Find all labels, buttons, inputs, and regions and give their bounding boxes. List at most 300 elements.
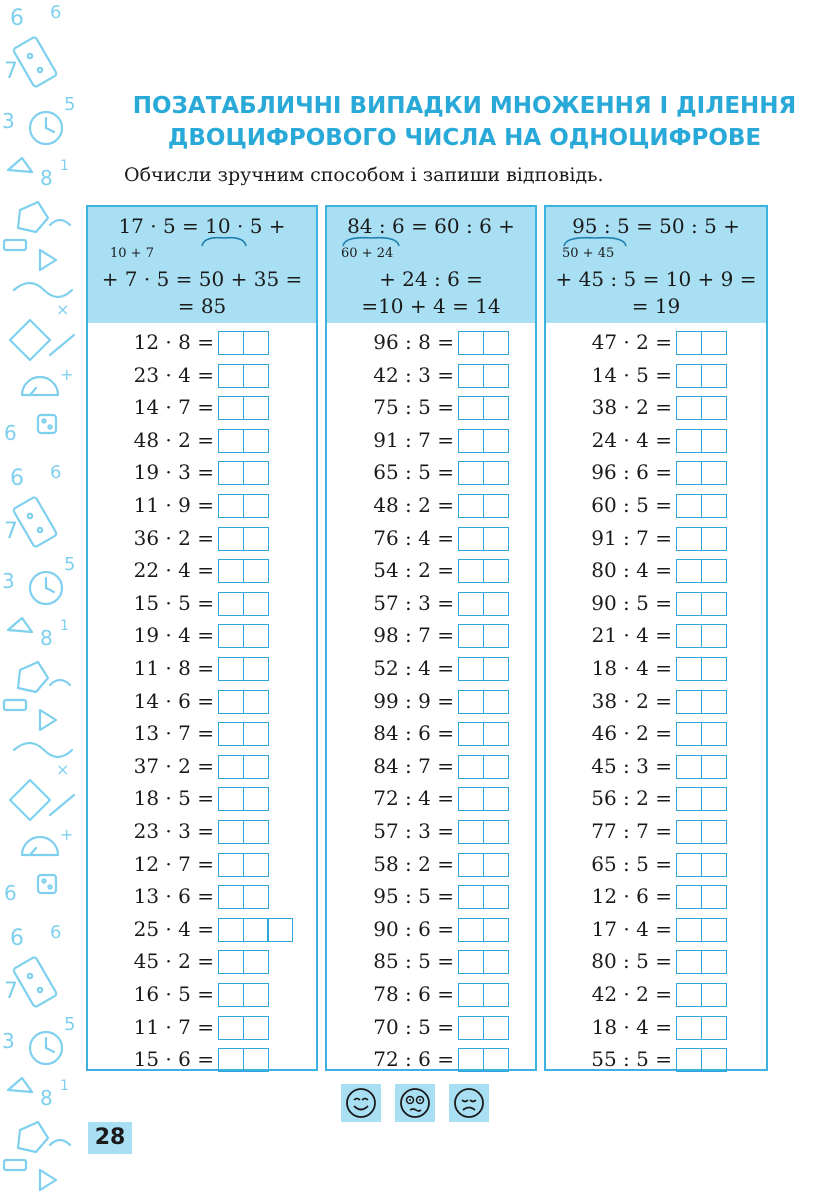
answer-digit-cell[interactable] xyxy=(243,690,269,714)
exercise-row xyxy=(327,981,535,1007)
answer-digit-cell[interactable] xyxy=(483,1048,509,1072)
exercise-expression: 12 · 7 = xyxy=(133,851,214,876)
answer-digit-cell[interactable] xyxy=(458,722,484,746)
answer-digit-cell[interactable] xyxy=(483,461,509,485)
answer-digit-cell[interactable] xyxy=(701,722,727,746)
exercise-expression: 16 · 5 = xyxy=(133,982,214,1006)
exercise-row xyxy=(88,785,316,811)
answer-boxes xyxy=(458,494,507,518)
answer-digit-cell[interactable] xyxy=(218,592,244,616)
answer-digit-cell[interactable] xyxy=(458,885,484,909)
answer-digit-cell[interactable] xyxy=(218,396,244,420)
answer-digit-cell[interactable] xyxy=(676,494,702,518)
exercise-expression: 18 · 4 = xyxy=(591,656,672,680)
answer-digit-cell[interactable] xyxy=(701,918,727,942)
answer-boxes xyxy=(458,1048,507,1072)
exercise-expression: 11 · 9 = xyxy=(133,493,214,517)
exercise-expression: 80 : 4 = xyxy=(591,558,672,583)
answer-digit-cell[interactable] xyxy=(483,885,509,909)
answer-digit-cell[interactable] xyxy=(676,722,702,746)
exercise-expression: 23 · 3 = xyxy=(133,819,214,843)
answer-digit-cell[interactable] xyxy=(483,1016,509,1040)
answer-digit-cell[interactable] xyxy=(676,364,702,388)
svg-text:8: 8 xyxy=(40,166,53,190)
example-line-3: = 19 xyxy=(631,294,681,318)
exercise-row xyxy=(88,688,316,714)
answer-boxes xyxy=(458,657,507,681)
answer-digit-cell[interactable] xyxy=(676,624,702,648)
exercise-row xyxy=(327,590,535,616)
answer-digit-cell[interactable] xyxy=(483,624,509,648)
exercise-expression: 91 : 7 = xyxy=(373,427,454,452)
answer-digit-cell[interactable] xyxy=(267,918,293,942)
answer-digit-cell[interactable] xyxy=(458,950,484,974)
answer-digit-cell[interactable] xyxy=(676,690,702,714)
exercise-expression: 90 : 6 = xyxy=(373,916,454,941)
answer-boxes xyxy=(676,559,725,583)
exercise-row xyxy=(88,329,316,355)
exercise-row xyxy=(546,981,766,1007)
exercise-expression: 25 · 4 = xyxy=(133,916,214,941)
exercise-expression: 75 : 5 = xyxy=(373,395,454,420)
answer-digit-cell[interactable] xyxy=(243,396,269,420)
answer-boxes xyxy=(458,918,507,942)
answer-digit-cell[interactable] xyxy=(458,331,484,355)
exercise-expression: 36 · 2 = xyxy=(133,525,214,550)
answer-boxes xyxy=(218,690,267,714)
exercise-row xyxy=(546,688,766,714)
svg-text:5: 5 xyxy=(64,94,76,115)
answer-boxes xyxy=(218,1048,267,1072)
answer-digit-cell[interactable] xyxy=(218,461,244,485)
exercise-expression: 15 · 5 = xyxy=(133,590,214,615)
answer-boxes xyxy=(676,885,725,909)
exercise-expression: 84 : 6 = xyxy=(373,721,454,746)
answer-digit-cell[interactable] xyxy=(243,1048,269,1072)
answer-boxes xyxy=(676,624,725,648)
exercise-row xyxy=(88,818,316,844)
answer-digit-cell[interactable] xyxy=(701,527,727,551)
answer-digit-cell[interactable] xyxy=(458,364,484,388)
answer-digit-cell[interactable] xyxy=(243,364,269,388)
answer-digit-cell[interactable] xyxy=(483,657,509,681)
answer-boxes xyxy=(676,331,725,355)
sad-face-icon[interactable] xyxy=(449,1084,489,1122)
exercise-expression: 17 · 4 = xyxy=(591,916,672,941)
exercise-row xyxy=(327,394,535,420)
exercise-row xyxy=(546,720,766,746)
answer-digit-cell[interactable] xyxy=(458,461,484,485)
exercise-row xyxy=(546,492,766,518)
answer-boxes xyxy=(218,657,267,681)
answer-digit-cell[interactable] xyxy=(676,755,702,779)
answer-digit-cell[interactable] xyxy=(218,1016,244,1040)
answer-boxes xyxy=(458,429,507,453)
answer-digit-cell[interactable] xyxy=(243,429,269,453)
exercise-row xyxy=(88,492,316,518)
answer-digit-cell[interactable] xyxy=(243,461,269,485)
answer-digit-cell[interactable] xyxy=(218,690,244,714)
answer-digit-cell[interactable] xyxy=(243,624,269,648)
exercise-expression: 96 : 8 = xyxy=(373,330,454,354)
answer-digit-cell[interactable] xyxy=(483,364,509,388)
answer-boxes xyxy=(458,853,507,877)
exercise-expression: 23 · 4 = xyxy=(133,362,214,387)
exercise-row xyxy=(327,785,535,811)
answer-digit-cell[interactable] xyxy=(218,853,244,877)
exercise-row xyxy=(546,883,766,909)
answer-boxes xyxy=(458,1016,507,1040)
answer-digit-cell[interactable] xyxy=(676,592,702,616)
answer-digit-cell[interactable] xyxy=(243,657,269,681)
exercise-row xyxy=(546,394,766,420)
answer-digit-cell[interactable] xyxy=(676,983,702,1007)
exercise-row xyxy=(327,655,535,681)
exercise-expression: 91 : 7 = xyxy=(591,525,672,550)
svg-text:+: + xyxy=(60,365,74,384)
answer-digit-cell[interactable] xyxy=(458,787,484,811)
answer-digit-cell[interactable] xyxy=(483,820,509,844)
smiling-face-icon[interactable] xyxy=(341,1084,381,1122)
exercise-row xyxy=(546,785,766,811)
answer-digit-cell[interactable] xyxy=(701,494,727,518)
answer-boxes xyxy=(676,527,725,551)
answer-digit-cell[interactable] xyxy=(458,918,484,942)
answer-digit-cell[interactable] xyxy=(701,624,727,648)
answer-digit-cell[interactable] xyxy=(218,331,244,355)
exercise-row xyxy=(546,655,766,681)
example-line-1: 95 : 5 = 50 : 5 + xyxy=(572,214,740,238)
exercise-expression: 18 · 5 = xyxy=(133,786,214,811)
answer-digit-cell[interactable] xyxy=(701,429,727,453)
answer-digit-cell[interactable] xyxy=(483,331,509,355)
answer-digit-cell[interactable] xyxy=(458,755,484,779)
exercise-expression: 57 : 3 = xyxy=(373,590,454,615)
answer-digit-cell[interactable] xyxy=(701,787,727,811)
answer-boxes xyxy=(676,722,725,746)
answer-digit-cell[interactable] xyxy=(676,527,702,551)
thinking-face-icon[interactable] xyxy=(395,1084,435,1122)
exercise-expression: 65 : 5 = xyxy=(591,851,672,876)
answer-digit-cell[interactable] xyxy=(458,396,484,420)
exercise-row xyxy=(327,622,535,648)
exercise-row xyxy=(88,948,316,974)
answer-boxes xyxy=(676,461,725,485)
answer-digit-cell[interactable] xyxy=(483,592,509,616)
answer-digit-cell[interactable] xyxy=(243,755,269,779)
answer-digit-cell[interactable] xyxy=(218,820,244,844)
answer-boxes xyxy=(218,592,267,616)
answer-digit-cell[interactable] xyxy=(701,983,727,1007)
exercise-row xyxy=(546,1014,766,1040)
exercise-row xyxy=(546,459,766,485)
answer-boxes xyxy=(676,1016,725,1040)
answer-boxes xyxy=(218,624,267,648)
answer-boxes xyxy=(458,820,507,844)
example-line-2: + 24 : 6 = xyxy=(379,267,483,291)
answer-digit-cell[interactable] xyxy=(218,722,244,746)
answer-digit-cell[interactable] xyxy=(458,624,484,648)
answer-digit-cell[interactable] xyxy=(458,983,484,1007)
answer-digit-cell[interactable] xyxy=(218,429,244,453)
answer-digit-cell[interactable] xyxy=(483,983,509,1007)
answer-digit-cell[interactable] xyxy=(676,429,702,453)
answer-digit-cell[interactable] xyxy=(701,592,727,616)
answer-digit-cell[interactable] xyxy=(218,983,244,1007)
answer-digit-cell[interactable] xyxy=(701,950,727,974)
page-title xyxy=(100,90,829,154)
exercise-expression: 48 · 2 = xyxy=(133,427,214,452)
exercise-row xyxy=(327,459,535,485)
exercise-expression: 78 : 6 = xyxy=(373,982,454,1006)
answer-boxes xyxy=(676,853,725,877)
exercise-row xyxy=(88,1046,316,1072)
answer-digit-cell[interactable] xyxy=(483,527,509,551)
answer-digit-cell[interactable] xyxy=(218,657,244,681)
answer-digit-cell[interactable] xyxy=(676,1048,702,1072)
exercise-expression: 15 · 6 = xyxy=(133,1047,214,1072)
exercise-row xyxy=(546,851,766,877)
answer-digit-cell[interactable] xyxy=(701,1016,727,1040)
exercise-row xyxy=(327,720,535,746)
answer-digit-cell[interactable] xyxy=(676,787,702,811)
exercise-row xyxy=(546,818,766,844)
answer-digit-cell[interactable] xyxy=(243,950,269,974)
exercise-row xyxy=(327,688,535,714)
exercise-expression: 60 : 5 = xyxy=(591,493,672,517)
answer-boxes xyxy=(458,396,507,420)
answer-boxes xyxy=(218,364,267,388)
exercise-expression: 38 · 2 = xyxy=(591,395,672,420)
example-line-2: + 7 · 5 = 50 + 35 = xyxy=(101,267,303,291)
answer-digit-cell[interactable] xyxy=(458,690,484,714)
exercise-expression: 90 : 5 = xyxy=(591,590,672,615)
exercise-expression: 72 : 4 = xyxy=(373,786,454,811)
answer-digit-cell[interactable] xyxy=(701,331,727,355)
answer-boxes xyxy=(218,461,267,485)
answer-digit-cell[interactable] xyxy=(676,820,702,844)
answer-digit-cell[interactable] xyxy=(676,950,702,974)
exercise-row xyxy=(546,916,766,942)
exercise-expression: 76 : 4 = xyxy=(373,525,454,550)
exercise-row xyxy=(327,948,535,974)
answer-digit-cell[interactable] xyxy=(701,396,727,420)
exercise-expression: 13 · 6 = xyxy=(133,884,214,909)
answer-digit-cell[interactable] xyxy=(218,885,244,909)
answer-digit-cell[interactable] xyxy=(701,820,727,844)
answer-digit-cell[interactable] xyxy=(458,1048,484,1072)
answer-digit-cell[interactable] xyxy=(676,559,702,583)
answer-digit-cell[interactable] xyxy=(218,494,244,518)
answer-digit-cell[interactable] xyxy=(218,624,244,648)
answer-digit-cell[interactable] xyxy=(218,1048,244,1072)
answer-digit-cell[interactable] xyxy=(701,657,727,681)
exercise-row xyxy=(88,394,316,420)
exercise-expression: 57 : 3 = xyxy=(373,819,454,843)
answer-boxes xyxy=(676,592,725,616)
answer-digit-cell[interactable] xyxy=(243,853,269,877)
answer-boxes xyxy=(458,787,507,811)
answer-digit-cell[interactable] xyxy=(483,787,509,811)
exercise-column-1 xyxy=(86,205,318,1071)
answer-digit-cell[interactable] xyxy=(458,429,484,453)
exercise-expression: 13 · 7 = xyxy=(133,721,214,746)
answer-digit-cell[interactable] xyxy=(243,983,269,1007)
exercise-expression: 95 : 5 = xyxy=(373,884,454,909)
answer-boxes xyxy=(458,755,507,779)
answer-digit-cell[interactable] xyxy=(458,559,484,583)
answer-boxes xyxy=(458,722,507,746)
answer-digit-cell[interactable] xyxy=(483,918,509,942)
exercise-expression: 14 · 5 = xyxy=(591,362,672,387)
answer-digit-cell[interactable] xyxy=(483,429,509,453)
answer-digit-cell[interactable] xyxy=(483,950,509,974)
answer-boxes xyxy=(676,918,725,942)
answer-digit-cell[interactable] xyxy=(243,885,269,909)
answer-digit-cell[interactable] xyxy=(676,885,702,909)
answer-digit-cell[interactable] xyxy=(243,494,269,518)
answer-boxes xyxy=(676,983,725,1007)
answer-digit-cell[interactable] xyxy=(218,787,244,811)
exercise-expression: 37 · 2 = xyxy=(133,753,214,778)
answer-digit-cell[interactable] xyxy=(483,755,509,779)
answer-digit-cell[interactable] xyxy=(243,722,269,746)
answer-boxes xyxy=(458,461,507,485)
exercise-expression: 12 · 6 = xyxy=(591,884,672,909)
answer-digit-cell[interactable] xyxy=(243,787,269,811)
exercise-expression: 22 · 4 = xyxy=(133,558,214,583)
answer-digit-cell[interactable] xyxy=(458,657,484,681)
answer-boxes xyxy=(218,527,267,551)
exercise-expression: 19 · 4 = xyxy=(133,623,214,648)
exercise-expression: 52 : 4 = xyxy=(373,656,454,680)
answer-digit-cell[interactable] xyxy=(218,527,244,551)
answer-digit-cell[interactable] xyxy=(218,364,244,388)
exercise-row xyxy=(327,427,535,453)
answer-digit-cell[interactable] xyxy=(701,1048,727,1072)
answer-digit-cell[interactable] xyxy=(676,396,702,420)
exercise-expression: 85 : 5 = xyxy=(373,949,454,974)
answer-digit-cell[interactable] xyxy=(458,527,484,551)
answer-boxes xyxy=(218,429,267,453)
exercise-row xyxy=(88,753,316,779)
exercise-expression: 54 : 2 = xyxy=(373,558,454,583)
exercise-row xyxy=(546,622,766,648)
page-number: 28 xyxy=(88,1122,132,1154)
exercise-row xyxy=(546,1046,766,1072)
exercise-expression: 56 : 2 = xyxy=(591,786,672,811)
example-box-1 xyxy=(88,207,316,323)
answer-digit-cell[interactable] xyxy=(243,559,269,583)
answer-boxes xyxy=(458,624,507,648)
answer-digit-cell[interactable] xyxy=(218,918,244,942)
exercise-row xyxy=(88,427,316,453)
answer-digit-cell[interactable] xyxy=(458,1016,484,1040)
exercise-row xyxy=(546,948,766,974)
answer-digit-cell[interactable] xyxy=(218,755,244,779)
answer-digit-cell[interactable] xyxy=(676,918,702,942)
exercise-row xyxy=(88,362,316,388)
exercise-expression: 18 · 4 = xyxy=(591,1014,672,1039)
answer-digit-cell[interactable] xyxy=(483,559,509,583)
answer-digit-cell[interactable] xyxy=(243,331,269,355)
answer-boxes xyxy=(676,657,725,681)
answer-digit-cell[interactable] xyxy=(243,918,269,942)
answer-digit-cell[interactable] xyxy=(243,592,269,616)
exercise-expression: 84 : 7 = xyxy=(373,753,454,778)
answer-boxes xyxy=(218,950,267,974)
exercise-row xyxy=(88,622,316,648)
exercise-row xyxy=(327,916,535,942)
answer-digit-cell[interactable] xyxy=(218,950,244,974)
answer-boxes xyxy=(218,918,292,942)
answer-boxes xyxy=(218,1016,267,1040)
answer-digit-cell[interactable] xyxy=(243,527,269,551)
exercise-expression: 46 · 2 = xyxy=(591,721,672,746)
answer-digit-cell[interactable] xyxy=(701,690,727,714)
answer-digit-cell[interactable] xyxy=(676,853,702,877)
answer-boxes xyxy=(218,755,267,779)
answer-boxes xyxy=(676,787,725,811)
answer-digit-cell[interactable] xyxy=(701,559,727,583)
answer-digit-cell[interactable] xyxy=(458,494,484,518)
answer-boxes xyxy=(458,364,507,388)
answer-boxes xyxy=(676,494,725,518)
answer-digit-cell[interactable] xyxy=(701,885,727,909)
exercise-row xyxy=(88,981,316,1007)
answer-digit-cell[interactable] xyxy=(701,853,727,877)
answer-boxes xyxy=(218,559,267,583)
answer-digit-cell[interactable] xyxy=(701,364,727,388)
answer-digit-cell[interactable] xyxy=(483,494,509,518)
exercise-row xyxy=(546,753,766,779)
answer-digit-cell[interactable] xyxy=(483,853,509,877)
answer-digit-cell[interactable] xyxy=(483,396,509,420)
answer-digit-cell[interactable] xyxy=(458,592,484,616)
title-line-1: ПОЗАТАБЛИЧНІ ВИПАДКИ МНОЖЕННЯ І ДІЛЕННЯ xyxy=(132,93,797,119)
answer-digit-cell[interactable] xyxy=(676,331,702,355)
answer-boxes xyxy=(218,787,267,811)
exercise-expression: 80 : 5 = xyxy=(591,949,672,974)
answer-boxes xyxy=(676,1048,725,1072)
exercise-row xyxy=(327,329,535,355)
answer-boxes xyxy=(218,331,267,355)
answer-digit-cell[interactable] xyxy=(243,1016,269,1040)
answer-digit-cell[interactable] xyxy=(676,461,702,485)
exercise-row xyxy=(88,916,316,942)
exercise-expression: 72 : 6 = xyxy=(373,1047,454,1072)
exercise-expression: 45 : 3 = xyxy=(591,753,672,778)
answer-digit-cell[interactable] xyxy=(701,461,727,485)
example-line-3: =10 + 4 = 14 xyxy=(361,294,501,318)
exercise-row xyxy=(327,557,535,583)
answer-digit-cell[interactable] xyxy=(483,690,509,714)
answer-digit-cell[interactable] xyxy=(218,559,244,583)
answer-boxes xyxy=(458,690,507,714)
answer-digit-cell[interactable] xyxy=(483,722,509,746)
exercise-expression: 12 · 8 = xyxy=(133,330,214,354)
answer-digit-cell[interactable] xyxy=(676,657,702,681)
answer-digit-cell[interactable] xyxy=(458,853,484,877)
answer-digit-cell[interactable] xyxy=(701,755,727,779)
answer-digit-cell[interactable] xyxy=(458,820,484,844)
example-split: 50 + 45 xyxy=(562,246,615,261)
answer-digit-cell[interactable] xyxy=(243,820,269,844)
exercise-expression: 11 · 7 = xyxy=(133,1014,214,1039)
answer-digit-cell[interactable] xyxy=(676,1016,702,1040)
exercise-row xyxy=(88,655,316,681)
exercise-column-2 xyxy=(325,205,537,1071)
